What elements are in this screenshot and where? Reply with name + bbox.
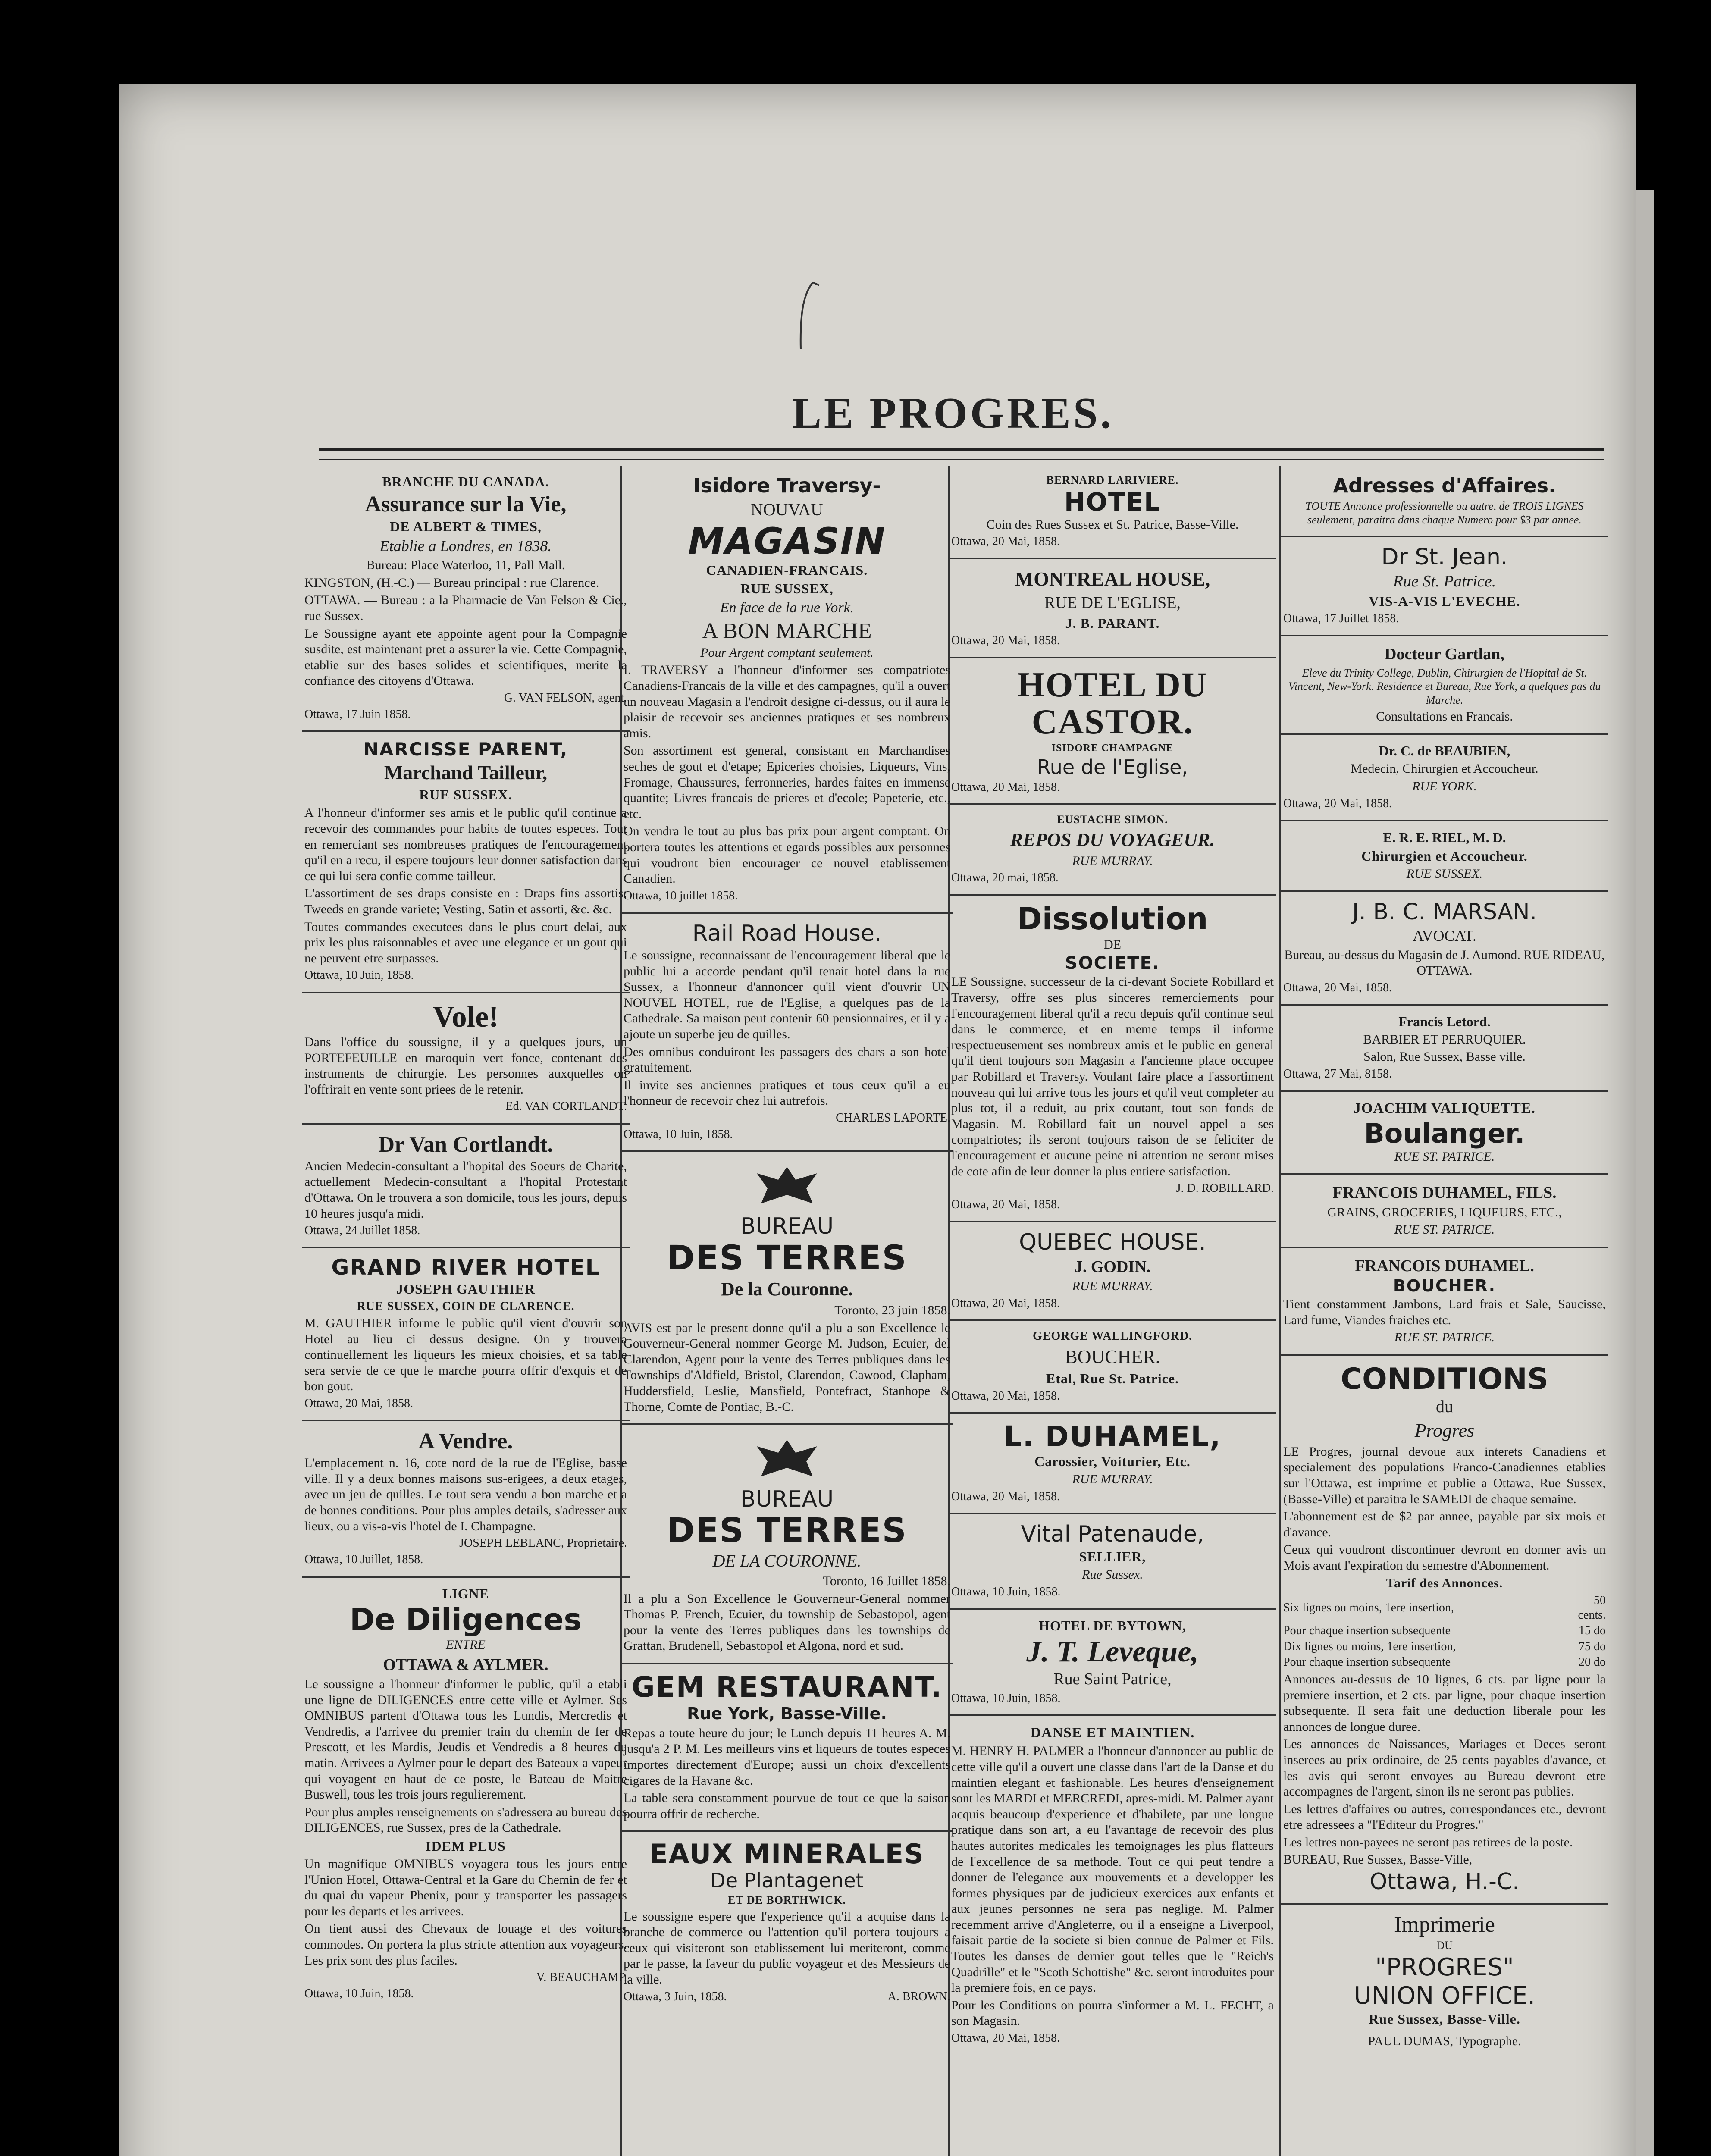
ad-small: LIGNE [442, 1586, 489, 1601]
column-1 [302, 466, 630, 2156]
pen-scratch-mark [796, 280, 821, 354]
ad-signature: G. VAN FELSON, agent. [504, 691, 627, 705]
ad-date: Ottawa, 20 Mai, 1858. [1283, 796, 1392, 810]
ad-date: Ottawa, 20 Mai, 1858. [951, 1389, 1060, 1403]
tarif-label: Pour chaque insertion subsequente [1283, 1624, 1451, 1638]
ad-title: Dr St. Jean. [1381, 544, 1508, 570]
ad-docteur-gartlan [1281, 636, 1608, 735]
ad-body: AVIS est par le present donne qu'il a plu a son Excellence le Gouverneur-General nommer George M. Judson, Ecuier, del Clarendon, Agent pour la vente des Terres publiques dans les Townships d'Aldfield, Bristol, Clarendon, Cawood, Clapham, Huddersfield, Leslie, Mansfield, Pontefract, Stanhope & Thorne, Comte de Pontiac, B.-C. [624, 1320, 950, 1414]
ad-street: Rue Sussex, Basse-Ville. [1369, 2011, 1520, 2027]
ad-stall: Etal, Rue St. Patrice. [1046, 1370, 1179, 1386]
ad-date: Ottawa, 20 Mai, 1858. [951, 633, 1060, 647]
ad-van-cortlandt [302, 1125, 630, 1249]
ad-branch: BRANCHE DU CANADA. [382, 474, 549, 489]
ad-street: Rue St. Patrice. [1393, 572, 1496, 590]
ad-body: L'assortiment de ses draps consiste en : Draps fins assortis; Tweeds en grande variete; Vesting, Satin et assorti, &c. &c. [304, 886, 627, 917]
ad-owner: J. B. PARANT. [1065, 615, 1160, 631]
ad-route: OTTAWA & AYLMER. [383, 1655, 548, 1674]
ad-title: EAUX MINERALES [649, 1838, 924, 1870]
ad-title: QUEBEC HOUSE. [1019, 1229, 1206, 1256]
ad-title: MAGASIN [688, 520, 886, 562]
ad-title: Vital Patenaude, [1021, 1521, 1204, 1547]
ad-street: Rue de l'Eglise, [1037, 755, 1188, 779]
ad-danse-et-maintien [949, 1716, 1276, 2054]
conditions-body: L'abonnement est de $2 par annee, payable par six mois et d'avance. [1283, 1509, 1606, 1539]
ad-title: DES TERRES [667, 1238, 907, 1278]
conditions-du-progres [1281, 1356, 1608, 1905]
ad-name: "PROGRES" [1375, 1953, 1514, 1982]
ad-body: Eleve du Trinity College, Dublin, Chirurgien de l'Hopital de St. Vincent, New-York. Residence et Bureau, Rue York, a quelques pas du Marche. [1288, 666, 1601, 707]
ad-body: TOUTE Annonce professionnelle ou autre, de TROIS LIGNES seulement, paraitra dans chaque Numero pour $3 par annee. [1305, 500, 1584, 526]
ad-name: Isidore Traversy- [693, 474, 881, 497]
ad-title: De Diligences [349, 1601, 582, 1637]
ad-street: Rue Sussex. [1082, 1567, 1143, 1582]
ad-body: Pour les Conditions on pourra s'informer a M. L. FECHT, a son Magasin. [951, 1998, 1274, 2028]
ad-date: Ottawa, 20 Mai, 1858. [951, 1198, 1060, 1212]
ad-title: L. DUHAMEL, [1003, 1420, 1222, 1453]
ad-printer: PAUL DUMAS, Typographe. [1368, 2034, 1521, 2049]
ad-street: RUE SUSSEX, [740, 581, 834, 597]
ad-trade: Carossier, Voiturier, Etc. [1034, 1454, 1191, 1470]
ad-trade: SELLIER, [1079, 1549, 1146, 1565]
ad-body: Toutes commandes executees dans le plus court delai, aux prix les plus raisonnables et avec une elegance et un gout qui ne peuvent etre surpasses. [304, 919, 627, 965]
ad-body: Le soussigne espere que l'experience qu'il a acquise dans la branche de commerce ou l'attention qu'il portera toujours a ceux qui visiteront son etablissement lui meriteront, comme par le passe, la faveur du public voyageur et des Messieurs de la ville. [624, 1909, 950, 1987]
ad-body: Pour plus amples renseignements on s'adressera au bureau des DILIGENCES, rue Sussex, pres de la Cathedrale. [304, 1805, 627, 1835]
ad-riel [1281, 821, 1608, 893]
ad-street: RUE YORK. [1412, 779, 1477, 794]
ad-street: RUE ST. PATRICE. [1394, 1330, 1495, 1345]
table-row [1283, 1639, 1606, 1655]
ad-date: Ottawa, 10 Juillet, 1858. [304, 1553, 423, 1567]
conditions-du: du [1436, 1397, 1453, 1416]
conditions-progres: Progres [1414, 1420, 1475, 1442]
ad-hotel-bytown [949, 1610, 1276, 1716]
conditions-body: Ceux qui voudront discontinuer devront en donner avis un Mois avant l'expiration du semestre d'Abonnement. [1283, 1542, 1606, 1573]
ad-body: On tient aussi des Chevaux de louage et des voitures commodes. On portera la plus stricte attention aux voyageurs. Les prix sont des plus faciles. [304, 1921, 627, 1968]
ad-eaux-minerales [621, 1832, 953, 2013]
conditions-body: Les lettres non-payees ne seront pas retirees de la poste. [1283, 1835, 1573, 1849]
ad-title: Dr Van Cortlandt. [378, 1132, 553, 1157]
ad-dissolution [949, 896, 1276, 1222]
ad-tailleur [302, 732, 630, 993]
ad-title: Marchand Tailleur, [384, 761, 548, 784]
ad-title: DANSE ET MAINTIEN. [1030, 1724, 1195, 1741]
ad-grand-river-hotel [302, 1248, 630, 1421]
ad-date: Ottawa, 10 juillet 1858. [624, 889, 738, 903]
ad-owner: EUSTACHE SIMON. [1057, 813, 1168, 826]
ad-title: J. B. C. MARSAN. [1352, 899, 1537, 925]
ad-body: On vendra le tout au plus bas prix pour argent comptant. On portera toutes les attentions et egards possibles aux personnes qui voudront bien encourager ce nouvel etablissement Canadien. [624, 824, 950, 886]
ad-trade: AVOCAT. [1413, 927, 1476, 944]
conditions-title: CONDITIONS [1341, 1362, 1548, 1396]
ad-date: Ottawa, 20 Mai, 1858. [951, 535, 1060, 548]
ad-valiquette [1281, 1092, 1608, 1175]
ad-date: Ottawa, 20 Mai, 1858. [951, 780, 1060, 794]
tarif-value: 20 do [1579, 1655, 1606, 1669]
ad-de: DE [1104, 937, 1121, 952]
ad-firm: DE ALBERT & TIMES, [390, 519, 542, 535]
ad-trade: Chirurgien et Accoucheur. [1361, 848, 1528, 864]
coat-of-arms-icon [748, 1435, 826, 1483]
ad-title: HOTEL DU CASTOR. [1017, 665, 1208, 742]
ad-duhamel-carossier [949, 1414, 1276, 1514]
ad-title: REPOS DU VOYAGEUR. [1010, 829, 1215, 850]
ad-assurance [302, 466, 630, 732]
ad-body: L'emplacement n. 16, cote nord de la rue de l'Eglise, basse ville. Il y a deux bonnes maisons sus-erigees, a deux etages, avec un jeu de quilles. Le tout sera vendu a bon marche et a de bonnes conditions. Pour plus amples details, s'adresser aux lieux, ou a vis-a-vis l'hotel de I. Champagne. [304, 1456, 627, 1533]
ad-a-vendre [302, 1421, 630, 1577]
ad-body: M. HENRY H. PALMER a l'honneur d'annoncer au public de cette ville qu'il a ouvert une classe dans l'art de la Danse et du maintien elegant et fashionable. Les heures d'enseignement sont les MARDI et MERCREDI, apres-midi. M. Palmer ayant acquis beaucoup d'experience et d'habilete, par une longue pratique dans son art, a eu l'avantage de recevoir des plus hautes autorites medicales les temoignages les plus flatteurs de l'excellence de sa methode. Tout ce qui peut tendre a donner de l'elegance aux mouvements et a developper les formes physiques par de judicieux exercices aux enfants et aux jeunes personnes ne sera pas neglige. M. Palmer recemment arrive d'Angleterre, ou il a enseigne a Liverpool, faisait partie de la societe si bien connue de Palmer et Fils. Toutes les danses de dernier gout telles que le "Reich's Quadrille" et le "Scoth Schottishe" &c. seront introduites pour la premiere fois, en ce pays. [951, 1744, 1274, 1995]
ad-owner: JOSEPH GAUTHIER [396, 1281, 535, 1297]
ad-date: Ottawa, 10 Juin, 1858. [304, 968, 414, 982]
ad-cash: Pour Argent comptant seulement. [700, 645, 874, 660]
ad-title: Assurance sur la Vie, [365, 492, 567, 517]
ad-rail-road-house [621, 914, 953, 1152]
ad-signature: A. BROWN. [887, 1990, 950, 2003]
ad-body: Son assortiment est general, consistant en Marchandises seches de gout et d'etape; Epiceries choisies, Liqueurs, Vins, Fromage, Chaussures, ferronneries, hardes faites en immense quantite; Livres francais de prieres et d'ecole; Papeterie, etc., etc. [624, 743, 950, 821]
table-row [1283, 1655, 1606, 1670]
ad-signature: CHARLES LAPORTE. [836, 1111, 950, 1125]
ad-bureau: Bureau: Place Waterloo, 11, Pall Mall. [366, 558, 565, 573]
table-row [1283, 1623, 1606, 1639]
ad-title: DES TERRES [667, 1511, 907, 1551]
conditions-body: LE Progres, journal devoue aux interets Canadiens et specialement des populations Franco-Canadiennes etablies sur l'Ottawa, est imprime et publie a Ottawa, Rue Sussex, (Basse-Ville) et paraitra le SAMEDI de chaque semaine. [1283, 1444, 1606, 1506]
ad-address: Coin des Rues Sussex et St. Patrice, Basse-Ville. [986, 517, 1239, 532]
ad-date: Ottawa, 20 mai, 1858. [951, 871, 1059, 885]
table-row [1283, 1593, 1606, 1623]
ad-title: Boulanger. [1364, 1117, 1525, 1149]
ad-street: RUE SUSSEX. [419, 787, 512, 803]
conditions-body: Les annonces de Naissances, Mariages et Deces seront inserees au prix ordinaire, de 25 cents payables d'avance, et les avis qui seront envoyes au Bureau devront etre accompagnes de l'argent, sinon ils ne seront pas publies. [1283, 1737, 1606, 1799]
ad-title: J. T. Leveque, [1026, 1635, 1199, 1668]
ad-boucher-wallingford [949, 1321, 1276, 1414]
ad-title: E. R. E. RIEL, M. D. [1383, 829, 1506, 845]
ad-vole [302, 993, 630, 1125]
ad-title: BOUCHER. [1065, 1346, 1160, 1367]
ad-established: Etablie a Londres, en 1838. [379, 537, 552, 555]
ad-office: UNION OFFICE. [1354, 1981, 1536, 2010]
ad-opposite: VIS-A-VIS L'EVECHE. [1369, 593, 1520, 609]
ad-hotel-du-castor [949, 658, 1276, 805]
ad-couronne: DE LA COURONNE. [712, 1551, 862, 1571]
ad-duhamel-boucher [1281, 1248, 1608, 1356]
ad-montreal-house [949, 559, 1276, 658]
ad-heading: IDEM PLUS [426, 1838, 506, 1854]
ad-small: HOTEL DE BYTOWN, [1039, 1617, 1186, 1633]
ad-quebec-house [949, 1222, 1276, 1321]
ad-title: Docteur Gartlan, [1385, 645, 1504, 664]
ad-street: RUE SUSSEX. [1406, 866, 1483, 881]
ad-body: I. TRAVERSY a l'honneur d'informer ses compatriotes Canadiens-Francais de la ville et des campagnes, qu'il a ouvert un nouveau Magasin a l'endroit designe ci-dessus, ou il aura le plaisir de recevoir ses anciennes pratiques et ses nombreux amis. [624, 663, 950, 740]
ad-title: HOTEL [1064, 487, 1161, 517]
ad-body: Ancien Medecin-consultant a l'hopital des Soeurs de Charite, actuellement Medecin-consultant a l'hopital Protestant d'Ottawa. On le trouvera a son domicile, tous les jours, depuis 10 heures jusqu'a midi. [304, 1159, 627, 1221]
ad-body: Un magnifique OMNIBUS voyagera tous les jours entre l'Union Hotel, Ottawa-Central et la Gare du Chemin de fer et du quai du vapeur Phenix, pour y transporter les passagers pour les departs et les arrivees. [304, 1857, 627, 1918]
ad-date: Ottawa, 10 Juin, 1858. [624, 1128, 733, 1141]
masthead: LE PROGRES. [792, 389, 1114, 438]
ad-street: RUE MURRAY. [1072, 853, 1153, 868]
ad-street: Rue Saint Patrice, [1053, 1670, 1172, 1689]
ad-body: Il invite ses anciennes pratiques et tous ceux qu'il a eu l'honneur de recevoir chez lui autrefois. [624, 1078, 950, 1108]
ad-body: Tient constamment Jambons, Lard frais et Sale, Saucisse, Lard fume, Viandes fraiches etc. [1283, 1297, 1606, 1327]
tarif-label: Pour chaque insertion subsequente [1283, 1655, 1451, 1669]
column-2 [621, 466, 953, 2156]
tarif-label: Dix lignes ou moins, 1ere insertion, [1283, 1639, 1456, 1653]
tarif-heading: Tarif des Annonces. [1386, 1576, 1503, 1590]
ad-street: RUE DE L'EGLISE, [1044, 594, 1181, 612]
ad-street: Salon, Rue Sussex, Basse ville. [1363, 1050, 1526, 1064]
ad-street: RUE SUSSEX, COIN DE CLARENCE. [357, 1299, 575, 1313]
ad-street: RUE ST. PATRICE. [1394, 1149, 1495, 1164]
ad-owner: J. GODIN. [1074, 1257, 1151, 1276]
ad-body: Medecin, Chirurgien et Accoucheur. [1351, 761, 1539, 776]
column-4 [1281, 466, 1608, 2156]
ad-body: LE Soussigne, successeur de la ci-devant Societe Robillard et Traversy, offre ses plus sinceres remerciements pour l'encouragement liberal qu'il a recu depuis qu'il continue seul dans le commerce, et en meme temps il informe respectueusement ses nombreux amis et le public en general qu'il tient toujours son Magasin a l'ancienne place occupee par Robillard et Traversy. Voulant faire place a l'assortiment nouveau qui lui arrive tous les jours et qu'il veut completer au plus tot, il a reduit, au prix coutant, tout son fonds de Magasin. M. Robillard fait un nouvel appel a ses compatriotes; ils seront toujours raison de se feliciter de l'encouragement et aucune peine ni attention ne seront mises de cote afin de leur donner la plus entiere satisfaction. [951, 975, 1274, 1178]
ad-place: De Plantagenet [710, 1869, 864, 1893]
ad-body: Il a plu a Son Excellence le Gouverneur-General nommer Thomas P. French, Ecuier, du township de Sebastopol, agent pour la vente des Terres publiques dans les townships de Grattan, Brudenell, Sebastopol et Algona, nord et sud. [624, 1591, 950, 1653]
ad-patenaude [949, 1514, 1276, 1610]
ad-body: Des omnibus conduiront les passagers des chars a son hotel gratuitement. [624, 1044, 950, 1075]
conditions-bureau: BUREAU, Rue Sussex, Basse-Ville, [1283, 1852, 1473, 1867]
ad-traversy [621, 466, 953, 914]
underlying-page-edge [1636, 190, 1654, 2156]
column-3 [949, 466, 1276, 2156]
ad-signature: V. BEAUCHAMP. [536, 1971, 627, 1984]
ad-body: Dans l'office du soussigne, il y a quelques jours, un PORTEFEUILLE en maroquin vert fonce, contenant des instruments de chirurgie. Les personnes auxquelles on l'offrirait en vente sont priees de le retenir. [304, 1035, 627, 1097]
ad-name: FRANCOIS DUHAMEL. [1355, 1257, 1534, 1275]
ad-date: Ottawa, 27 Mai, 8158. [1283, 1067, 1392, 1081]
ad-street: RUE ST. PATRICE. [1394, 1222, 1495, 1237]
ad-title: Imprimerie [1394, 1912, 1495, 1937]
ad-also: ET DE BORTHWICK. [728, 1893, 846, 1906]
ad-title: FRANCOIS DUHAMEL, FILS. [1332, 1184, 1557, 1202]
ad-text: KINGSTON, (H.-C.) — Bureau principal : rue Clarence. [304, 575, 599, 590]
ad-title: Dr. C. de BEAUBIEN, [1379, 743, 1510, 759]
ad-title: Rail Road House. [692, 920, 882, 946]
conditions-body: Annonces au-dessus de 10 lignes, 6 cts. par ligne pour la premiere insertion, et 2 cts. par ligne, pour chaque insertion subsequente. Il sera fait une deduction liberale pour les annonces de longue duree. [1283, 1672, 1606, 1734]
ad-title: Vole! [432, 1000, 499, 1034]
ad-name: NARCISSE PARENT, [363, 739, 568, 760]
ad-repos-du-voyageur [949, 805, 1276, 896]
ad-opposite: En face de la rue York. [720, 600, 854, 616]
ad-du: DU [1436, 1939, 1453, 1952]
tarif-value: 50 cents. [1578, 1594, 1606, 1622]
ad-bureau-terres-2 [621, 1425, 953, 1664]
ad-date: Ottawa, 10 Juin, 1858. [951, 1585, 1061, 1598]
ad-signature: J. D. ROBILLARD. [1176, 1181, 1274, 1195]
ad-body: Repas a toute heure du jour; le Lunch depuis 11 heures A. M. jusqu'a 2 P. M. Les meilleurs vins et liqueurs de toutes especes importes directement d'Europe; aussi un choix d'excellents cigares de la Havane &c. [624, 1726, 950, 1788]
ad-title: GRAND RIVER HOTEL [331, 1255, 600, 1280]
ad-date: Ottawa, 20 Mai, 1858. [951, 2031, 1060, 2045]
ad-date: Ottawa, 3 Juin, 1858. [624, 1990, 727, 2003]
masthead-rule [319, 448, 1604, 460]
ad-date: Ottawa, 20 Mai, 1858. [1283, 981, 1392, 994]
ad-date: Ottawa, 20 Mai, 1858. [951, 1489, 1060, 1503]
ad-trade: BARBIER ET PERRUQUIER. [1363, 1032, 1526, 1047]
ad-owner: GEORGE WALLINGFORD. [1032, 1329, 1193, 1343]
ad-title: GEM RESTAURANT. [631, 1670, 943, 1704]
ad-diligences [302, 1578, 630, 2010]
ad-title: A Vendre. [418, 1429, 513, 1454]
ad-bureau-terres-1 [621, 1152, 953, 1425]
coat-of-arms-icon [748, 1163, 826, 1210]
ad-dr-st-jean [1281, 537, 1608, 637]
tarif-value: 75 do [1579, 1639, 1606, 1653]
ad-sub: CANADIEN-FRANCAIS. [706, 562, 868, 578]
ad-dateline: Toronto, 16 Juillet 1858. [823, 1574, 950, 1589]
ad-nouveau: NOUVAU [750, 500, 824, 520]
ad-title: MONTREAL HOUSE, [1015, 568, 1210, 590]
ad-couronne: De la Couronne. [721, 1279, 853, 1300]
ad-body: A l'honneur d'informer ses amis et le public qu'il continue a recevoir des commandes pour habits de toutes especes. Tout en remerciant ses nombreuses pratiques de l'encouragement qu'il en a recu, il espere toujours leur donner satisfaction dans ce qui lui sera confie comme tailleur. [304, 805, 627, 883]
ad-imprimerie [1281, 1905, 1608, 2058]
ad-date: Ottawa, 17 Juillet 1858. [1283, 612, 1399, 626]
conditions-city: Ottawa, H.-C. [1369, 1869, 1520, 1895]
ad-street: Rue York, Basse-Ville. [687, 1704, 887, 1724]
ad-hotel-lariviere [949, 466, 1276, 559]
ad-date: Ottawa, 17 Juin 1858. [304, 708, 411, 721]
ad-title: Adresses d'Affaires. [1333, 474, 1556, 497]
ad-dr-beaubien [1281, 735, 1608, 821]
ad-consult: Consultations en Francais. [1376, 709, 1513, 724]
ad-dateline: Toronto, 23 juin 1858. [834, 1303, 950, 1318]
ad-signature: JOSEPH LEBLANC, Proprietaire. [459, 1536, 627, 1550]
ad-slogan: A BON MARCHE [702, 618, 872, 643]
ad-adresses-daffaires [1281, 466, 1608, 537]
ad-bureau: BUREAU [740, 1213, 834, 1240]
ad-owner: BERNARD LARIVIERE. [1046, 474, 1179, 486]
ad-title: Francis Letord. [1398, 1013, 1491, 1029]
ad-bureau: BUREAU [740, 1486, 834, 1513]
ad-trade: GRAINS, GROCERIES, LIQUEURS, ETC., [1327, 1205, 1562, 1219]
conditions-body: Les lettres d'affaires ou autres, correspondances etc., devront etre adressees a "l'Editeur du Progres." [1283, 1802, 1606, 1832]
ad-text: OTTAWA. — Bureau : a la Pharmacie de Van Felson & Cie., rue Sussex. [304, 593, 627, 623]
ad-body: La table sera constamment pourvue de tout ce que la saison pourra offrir de recherche. [624, 1791, 950, 1821]
ad-footer [624, 1990, 950, 2004]
ad-letord [1281, 1006, 1608, 1092]
ad-date: Ottawa, 20 Mai, 1858. [304, 1396, 413, 1410]
ad-body: Le Soussigne ayant ete appointe agent pour la Compagnie susdite, est maintenant pret a assurer la vie. Cette Compagnie, etablie sur des bases solides et scientifiques, merite la confiance des citoyens d'Ottawa. [304, 626, 627, 688]
ad-date: Ottawa, 10 Juin, 1858. [951, 1691, 1061, 1705]
ad-societe: SOCIETE. [1065, 953, 1160, 974]
ad-date: Ottawa, 20 Mai, 1858. [951, 1296, 1060, 1310]
ad-date: Ottawa, 24 Juillet 1858. [304, 1224, 420, 1238]
tarif-table [1283, 1593, 1606, 1670]
ad-signature: Ed. VAN CORTLANDT. [505, 1100, 627, 1113]
ad-street: RUE MURRAY. [1072, 1279, 1153, 1294]
ad-title: BOUCHER. [1393, 1276, 1496, 1296]
ad-duhamel-fils [1281, 1175, 1608, 1248]
tarif-value: 15 do [1579, 1624, 1606, 1638]
ad-body: Le soussigne, reconnaissant de l'encouragement liberal que le public lui a accorde pendant qu'il tenait hotel dans la rue Sussex, a l'honneur d'annoncer qu'il vient d'ouvrir UN NOUVEL HOTEL, rue de l'Eglise, a quelques pas de la Cathedrale. Sa maison peut contenir 60 pensionnaires, et il y a ajoute un superbe jeu de quilles. [624, 948, 950, 1042]
ad-name: JOACHIM VALIQUETTE. [1353, 1100, 1536, 1117]
tarif-label: Six lignes ou moins, 1ere insertion, [1283, 1601, 1454, 1615]
ad-gem-restaurant [621, 1664, 953, 1832]
ad-body: Le soussigne a l'honneur d'informer le public, qu'il a etabli une ligne de DILIGENCES entre cette ville et Aylmer. Ses OMNIBUS partent d'Ottawa tous les Lundis, Mercredis et Vendredis, a l'arrivee du premier train du chemin de fer de Prescott, et les Mardis, Jeudis et Vendredis a 8 heures du matin. Arrivees a Aylmer pour le depart des Bateaux a vapeur qui voyagent en haut de ce poste, le Bateau de Maitre Buswell, tous les trois jours regulierement. [304, 1677, 627, 1802]
ad-owner: ISIDORE CHAMPAGNE [1051, 743, 1174, 754]
ad-body: Bureau, au-dessus du Magasin de J. Aumond. RUE RIDEAU, OTTAWA. [1284, 947, 1605, 978]
ad-street: RUE MURRAY. [1072, 1472, 1153, 1487]
ad-marsan [1281, 892, 1608, 1005]
ad-date: Ottawa, 10 Juin, 1858. [304, 1987, 414, 2001]
ad-title: Dissolution [1017, 901, 1208, 937]
ad-entre: ENTRE [446, 1638, 486, 1652]
ad-body: M. GAUTHIER informe le public qu'il vient d'ouvrir son Hotel au lieu ci dessus designe. On y trouvera continuellement les liqueurs les mieux choisies, et sa table sera servie de ce que le marche pourra offrir d'exquis et de bon gout. [304, 1316, 627, 1394]
